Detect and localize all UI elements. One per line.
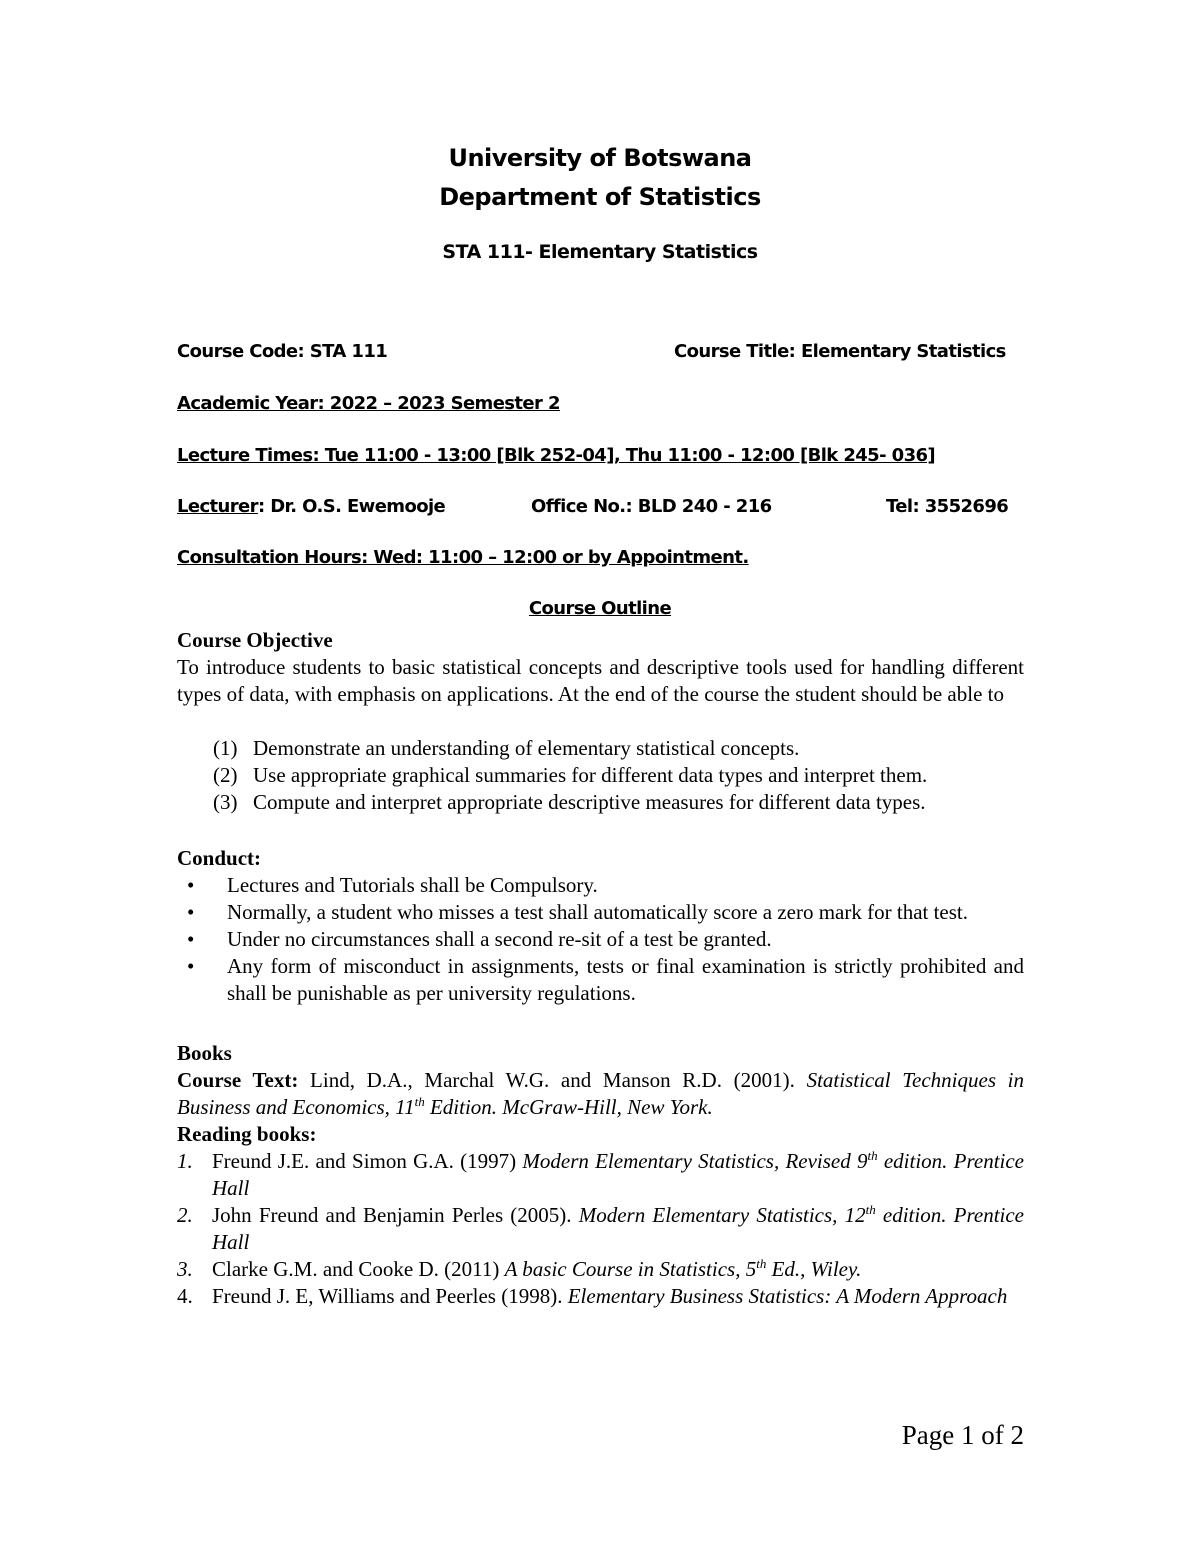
reading-authors: Freund J. E, Williams and Peerles (1998). [212,1284,568,1308]
academic-year: Academic Year: 2022 – 2023 Semester 2 [177,393,560,414]
reading-sup: th [865,1202,876,1217]
list-item [213,735,927,762]
list-number: (1) [213,736,238,760]
reading-list [177,1148,1024,1310]
list-item [187,899,1024,926]
list-item [177,1148,1024,1202]
list-number: (2) [213,763,238,787]
list-item [187,926,1024,953]
consultation-hours: Consultation Hours: Wed: 11:00 – 12:00 or by Appointment. [177,547,749,568]
reading-publisher: edition. Prentice Hall [212,1149,1024,1200]
list-number: 4. [177,1284,193,1308]
conduct-heading: Conduct: [177,846,262,870]
list-item [177,1283,1024,1310]
course-text-title-main: Statistical Techniques in Business and Economics, 11 [177,1068,1025,1119]
page-number: Page 1 of 2 [901,1420,1024,1450]
list-item [177,1202,1024,1256]
reading-publisher: edition. Prentice Hall [212,1203,1024,1254]
lecturer-name: : Dr. O.S. Ewemooje [257,496,446,517]
reading-publisher: Ed., Wiley. [766,1257,862,1281]
list-item [213,762,927,789]
course-text [177,1067,1024,1121]
course-outline-title: Course Outline [528,598,672,619]
list-item [213,789,927,816]
list-number: 2. [177,1203,193,1227]
reading-authors: Freund J.E. and Simon G.A. (1997) [212,1149,523,1173]
books-heading: Books [177,1041,232,1065]
course-objective-heading: Course Objective [177,628,333,652]
list-item [177,1256,1024,1283]
bullet-icon: • [187,900,195,924]
office-number: Office No.: BLD 240 - 216 [531,496,772,517]
reading-authors: John Freund and Benjamin Perles (2005). [212,1203,579,1227]
course-title: Course Title: Elementary Statistics [674,341,1006,362]
list-text: Demonstrate an understanding of elementary statistical concepts. [253,736,800,760]
reading-title: Modern Elementary Statistics, Revised 9 [522,1149,868,1173]
reading-sup: th [756,1256,767,1271]
university-title: University of Botswana [448,144,752,172]
course-text-tail: Edition. McGraw-Hill, New York. [424,1095,713,1119]
lecturer [177,496,445,517]
course-text-sup: th [414,1094,425,1109]
list-text: Any form of misconduct in assignments, tests or final examination is strictly prohibited and shall be punishable as per university regulations. [227,954,1024,1005]
reading-sup: th [867,1148,878,1163]
list-number: 1. [177,1149,193,1173]
course-text-label: Course Text: [177,1068,299,1092]
list-item [187,872,1024,899]
reading-authors: Clarke G.M. and Cooke D. (2011) [212,1257,505,1281]
department-title: Department of Statistics [439,183,761,211]
reading-title: Elementary Business Statistics: A Modern Approach [567,1284,1008,1308]
list-number: (3) [213,790,238,814]
list-text: Compute and interpret appropriate descriptive measures for different data types. [253,790,926,814]
objectives-list [213,735,927,816]
list-text: Normally, a student who misses a test shall automatically score a zero mark for that test. [227,900,969,924]
list-item [187,953,1024,1007]
list-text: Use appropriate graphical summaries for different data types and interpret them. [253,763,928,787]
bullet-icon: • [187,873,195,897]
list-text: Lectures and Tutorials shall be Compulsory. [227,873,598,897]
reading-title: A basic Course in Statistics, 5 [504,1257,757,1281]
reading-books-heading: Reading books: [177,1122,317,1146]
lecturer-label: Lecturer [177,496,258,517]
list-number: 3. [177,1257,193,1281]
course-text-authors: Lind, D.A., Marchal W.G. and Manson R.D. (2001). [310,1068,795,1092]
reading-title: Modern Elementary Statistics, 12 [578,1203,866,1227]
conduct-list [187,872,1024,1007]
list-text: Under no circumstances shall a second re-sit of a test be granted. [227,927,772,951]
telephone: Tel: 3552696 [886,496,1009,517]
bullet-icon: • [187,927,195,951]
course-objective-text: To introduce students to basic statistical concepts and descriptive tools used for handling different types of data, with emphasis on applications. At the end of the course the student should be able to [177,655,1024,706]
bullet-icon: • [187,954,195,978]
course-code: Course Code: STA 111 [177,341,388,362]
lecture-times: Lecture Times: Tue 11:00 - 13:00 [Blk 252-04], Thu 11:00 - 12:00 [Blk 245- 036] [177,445,936,466]
course-heading: STA 111- Elementary Statistics [442,241,758,263]
